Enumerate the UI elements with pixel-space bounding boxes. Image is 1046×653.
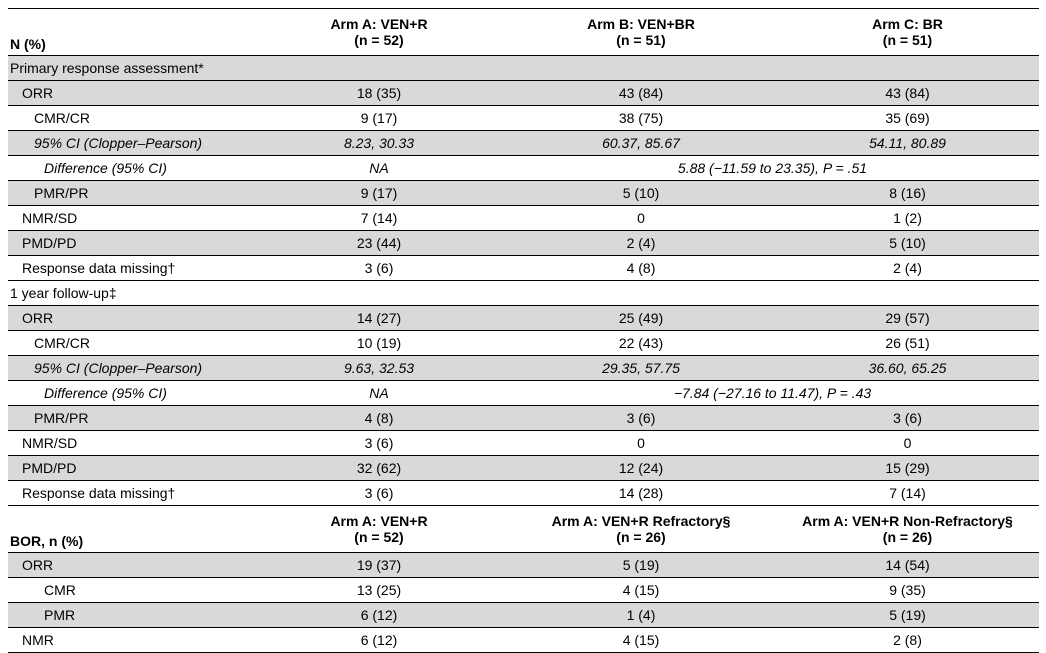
table-row — [8, 331, 1039, 356]
table-row — [8, 553, 1039, 578]
cell-arm-c: 35 (69) — [776, 106, 1039, 131]
cell-non-refractory: 5 (19) — [776, 603, 1039, 628]
cell-arm-c: 36.60, 65.25 — [776, 356, 1039, 381]
row-label: Difference (95% CI) — [8, 381, 252, 406]
cell-refractory: 1 (4) — [506, 603, 776, 628]
row-label: CMR — [8, 578, 252, 603]
cell-arm-c: 2 (4) — [776, 256, 1039, 281]
table-row — [8, 481, 1039, 506]
table-header-row — [8, 9, 1039, 56]
cell-arm-a: 32 (62) — [252, 456, 506, 481]
table-row — [8, 206, 1039, 231]
header-arm-a: Arm A: VEN+R (n = 52) — [252, 9, 506, 56]
row-label: PMR/PR — [8, 181, 252, 206]
section-row-primary — [8, 56, 1039, 81]
cell-arm-c: 5 (10) — [776, 231, 1039, 256]
cell-arm-c: 29 (57) — [776, 306, 1039, 331]
row-label: NMR — [8, 628, 252, 653]
cell-arm-a: 14 (27) — [252, 306, 506, 331]
header-label: BOR, n (%) — [8, 506, 252, 553]
header-arm-a: Arm A: VEN+R (n = 52) — [252, 506, 506, 553]
row-label: NMR/SD — [8, 206, 252, 231]
cell-arm-a: 18 (35) — [252, 81, 506, 106]
table-row — [8, 231, 1039, 256]
table-row — [8, 181, 1039, 206]
cell-arm-a: 3 (6) — [252, 481, 506, 506]
row-label: Response data missing† — [8, 256, 252, 281]
cell-arm-a: 6 (12) — [252, 628, 506, 653]
cell-arm-a: 23 (44) — [252, 231, 506, 256]
cell-arm-c: 1 (2) — [776, 206, 1039, 231]
cell-arm-a: 19 (37) — [252, 553, 506, 578]
cell-arm-b: 12 (24) — [506, 456, 776, 481]
cell-refractory: 5 (19) — [506, 553, 776, 578]
cell-arm-a: 8.23, 30.33 — [252, 131, 506, 156]
row-label: ORR — [8, 553, 252, 578]
table-row — [8, 603, 1039, 628]
cell-non-refractory: 14 (54) — [776, 553, 1039, 578]
row-label: 95% CI (Clopper–Pearson) — [8, 131, 252, 156]
cell-arm-c: 7 (14) — [776, 481, 1039, 506]
cell-arm-b-c: 5.88 (−11.59 to 23.35), P = .51 — [506, 156, 1039, 181]
cell-arm-a: 9 (17) — [252, 106, 506, 131]
table-row — [8, 156, 1039, 181]
header-arm-a-non-refractory: Arm A: VEN+R Non-Refractory§ (n = 26) — [776, 506, 1039, 553]
row-label: Response data missing† — [8, 481, 252, 506]
cell-arm-b: 25 (49) — [506, 306, 776, 331]
table-row — [8, 306, 1039, 331]
cell-arm-a: NA — [252, 156, 506, 181]
cell-non-refractory: 2 (8) — [776, 628, 1039, 653]
header-arm-b: Arm B: VEN+BR (n = 51) — [506, 9, 776, 56]
row-label: CMR/CR — [8, 331, 252, 356]
row-label: ORR — [8, 81, 252, 106]
cell-arm-a: NA — [252, 381, 506, 406]
cell-arm-b: 3 (6) — [506, 406, 776, 431]
table-row — [8, 356, 1039, 381]
cell-arm-a: 13 (25) — [252, 578, 506, 603]
header-arm-c: Arm C: BR (n = 51) — [776, 9, 1039, 56]
cell-arm-c: 3 (6) — [776, 406, 1039, 431]
cell-arm-c: 43 (84) — [776, 81, 1039, 106]
table-row — [8, 81, 1039, 106]
row-label: PMD/PD — [8, 231, 252, 256]
cell-refractory: 4 (15) — [506, 578, 776, 603]
row-label: Difference (95% CI) — [8, 156, 252, 181]
section-title: 1 year follow-up‡ — [8, 281, 1039, 306]
response-table — [8, 8, 1039, 653]
table-row — [8, 578, 1039, 603]
table-row — [8, 406, 1039, 431]
cell-arm-c: 8 (16) — [776, 181, 1039, 206]
cell-arm-b: 0 — [506, 206, 776, 231]
row-label: PMR/PR — [8, 406, 252, 431]
cell-arm-a: 9 (17) — [252, 181, 506, 206]
table-row — [8, 431, 1039, 456]
cell-arm-b: 4 (8) — [506, 256, 776, 281]
response-table-container — [8, 8, 1039, 653]
row-label: CMR/CR — [8, 106, 252, 131]
cell-arm-b: 43 (84) — [506, 81, 776, 106]
table-row — [8, 456, 1039, 481]
cell-arm-c: 54.11, 80.89 — [776, 131, 1039, 156]
cell-arm-b: 22 (43) — [506, 331, 776, 356]
cell-arm-b: 0 — [506, 431, 776, 456]
cell-arm-c: 15 (29) — [776, 456, 1039, 481]
cell-non-refractory: 9 (35) — [776, 578, 1039, 603]
table-header-row-bor — [8, 506, 1039, 553]
row-label: NMR/SD — [8, 431, 252, 456]
cell-arm-a: 3 (6) — [252, 256, 506, 281]
row-label: ORR — [8, 306, 252, 331]
cell-arm-c: 26 (51) — [776, 331, 1039, 356]
cell-arm-b: 14 (28) — [506, 481, 776, 506]
cell-arm-a: 6 (12) — [252, 603, 506, 628]
table-row — [8, 106, 1039, 131]
cell-arm-a: 3 (6) — [252, 431, 506, 456]
cell-arm-b: 29.35, 57.75 — [506, 356, 776, 381]
cell-arm-b: 5 (10) — [506, 181, 776, 206]
row-label: PMR — [8, 603, 252, 628]
cell-arm-b: 60.37, 85.67 — [506, 131, 776, 156]
header-arm-a-refractory: Arm A: VEN+R Refractory§ (n = 26) — [506, 506, 776, 553]
cell-arm-a: 9.63, 32.53 — [252, 356, 506, 381]
header-label: N (%) — [8, 9, 252, 56]
cell-arm-b-c: −7.84 (−27.16 to 11.47), P = .43 — [506, 381, 1039, 406]
row-label: 95% CI (Clopper–Pearson) — [8, 356, 252, 381]
cell-arm-a: 7 (14) — [252, 206, 506, 231]
cell-arm-b: 38 (75) — [506, 106, 776, 131]
table-row — [8, 381, 1039, 406]
cell-arm-a: 10 (19) — [252, 331, 506, 356]
cell-arm-a: 4 (8) — [252, 406, 506, 431]
row-label: PMD/PD — [8, 456, 252, 481]
table-row — [8, 256, 1039, 281]
section-row-followup — [8, 281, 1039, 306]
cell-arm-b: 2 (4) — [506, 231, 776, 256]
section-title: Primary response assessment* — [8, 56, 1039, 81]
table-row — [8, 131, 1039, 156]
cell-refractory: 4 (15) — [506, 628, 776, 653]
cell-arm-c: 0 — [776, 431, 1039, 456]
